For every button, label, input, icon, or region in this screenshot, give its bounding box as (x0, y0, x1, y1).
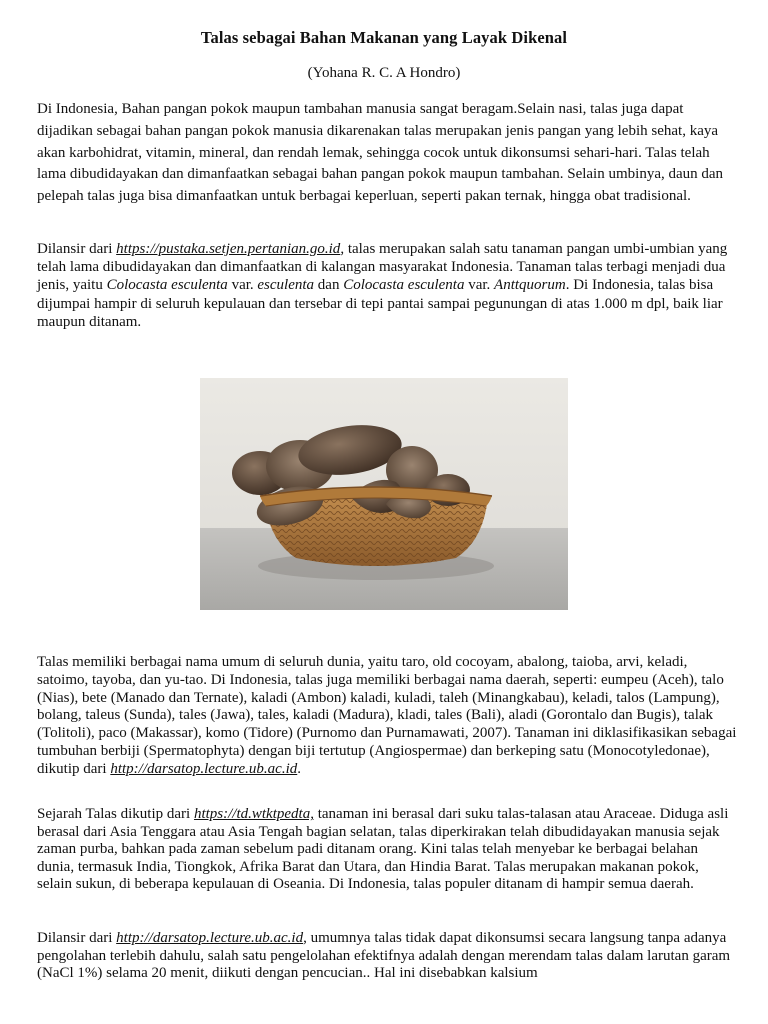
text-segment: tanaman ini berasal dari suku talas-talasan atau Araceae. Diduga asli berasal dari Asia Tenggara atau Asia Tengah bagian selatan, talas diperkirakan telah dibudidayakan manusia sejak zaman purba, bahkan pada zaman sebelum padi ditanam orang. Kini talas telah menyebar ke berbagai belahan dunia, termasuk India, Tiongkok, Afrika Barat dan Utara, dan Hindia Barat. Talas merupakan makanan pokok, selain sukun, di beberapa kepulauan di Oseania. Di Indonesia, talas populer ditanam di hampir semua daerah. (37, 806, 729, 893)
text-segment: Dilansir dari (37, 930, 117, 946)
text-segment: var. (227, 277, 258, 294)
text-segment: , talas merupakan salah satu tanaman pangan umbi-umbian yang telah lama dibudidayakan dan dimanfaatkan di kalangan masyarakat Indonesia. Tanaman talas terbagi menjadi dua jenis, yaitu (37, 241, 728, 294)
source-link-darsatop[interactable]: http://darsatop.lecture.ub.ac.id (116, 930, 304, 946)
text-segment: , umumnya talas tidak dapat dikonsumsi secara langsung tanpa adanya pengolahan terlebih dahulu, salah satu pengelolahan efektifnya adalah dengan merendam talas dalam larutan garam (NaCl 1%) selama 20 menit, diikuti dengan pencucian.. Hal ini disebabkan kalsium (37, 930, 731, 982)
text-segment: Sejarah Talas dikutip dari (37, 806, 194, 822)
author-line: (Yohana R. C. A Hondro) (307, 65, 461, 81)
paragraph-processing (37, 930, 737, 983)
paragraph-names (37, 654, 737, 779)
paragraph-intro: Di Indonesia, Bahan pangan pokok maupun tambahan manusia sangat beragam.Selain nasi, talas juga dapat dijadikan sebagai bahan pangan pokok manusia dikarenakan talas merupakan jenis pangan yang lebih sehat, kaya akan karbohidrat, vitamin, mineral, dan rendah lemak, sehingga cocok untuk dikonsumsi sehari-hari. Talas telah lama dibudidayakan dan dimanfaatkan sebagai bahan pangan pokok maupun tambahan. Selain umbinya, daun dan pelepah talas juga bisa dimanfaatkan untuk berbagai keperluan, seperti pakan ternak, hingga obat tradisional. (37, 101, 724, 205)
text-segment: Talas memiliki berbagai nama umum di seluruh dunia, yaitu taro, old cocoyam, abalong, taioba, arvi, keladi, satoimo, tayoba, dan yu-tao. Di Indonesia, talas juga memiliki berbagai nama daerah, seperti: eumpeu (Aceh), talo (Nias), bete (Manado dan Ternate), kaladi (Ambon) kaladi, kuladi, taleh (Minangkabau), keladi, talos (Lampung), bolang, taleus (Sunda), tales (Jawa), tales, kaladi (Madura), kladi, tales (Bali), aladi (Gorontalo dan Bugis), talak (Tolitoli), paco (Makassar), komo (Tidore) (Purnomo dan Purnamawati, 2007). Tanaman ini diklasifikasikan sebagai tumbuhan berbiji (Spermatophyta) dengan biji tertutup (Angiospermae) dan berkeping satu (Monocotyledonae), dikutip dari (37, 654, 737, 777)
species-name: Colocasta esculenta (106, 277, 228, 294)
text-segment: Dilansir dari (37, 241, 117, 257)
text-segment: dan (314, 277, 344, 294)
text-segment: . Di Indonesia, talas bisa dijumpai hampir di seluruh kepulauan dan tersebar di tepi pantai sampai pegunungan di atas 1.000 m dpl, baik liar maupun ditanam. (37, 277, 723, 330)
source-link-pustaka[interactable]: https://pustaka.setjen.pertanian.go.id (116, 241, 341, 257)
taro-basket-photo (200, 378, 568, 610)
document-title: Talas sebagai Bahan Makanan yang Layak Dikenal (200, 28, 568, 47)
paragraph-history (37, 806, 737, 894)
paragraph-varieties (37, 240, 737, 331)
species-name: Colocasta esculenta (343, 277, 465, 294)
text-segment: var. (464, 277, 495, 294)
source-link-wikipedia[interactable]: https://td.wtktpedta, (193, 806, 314, 822)
source-link-darsatop[interactable]: http://darsatop.lecture.ub.ac.id (110, 760, 298, 777)
variety-name: Anttquorum (494, 277, 566, 294)
variety-name: esculenta (257, 277, 315, 294)
text-segment: . (297, 760, 301, 777)
